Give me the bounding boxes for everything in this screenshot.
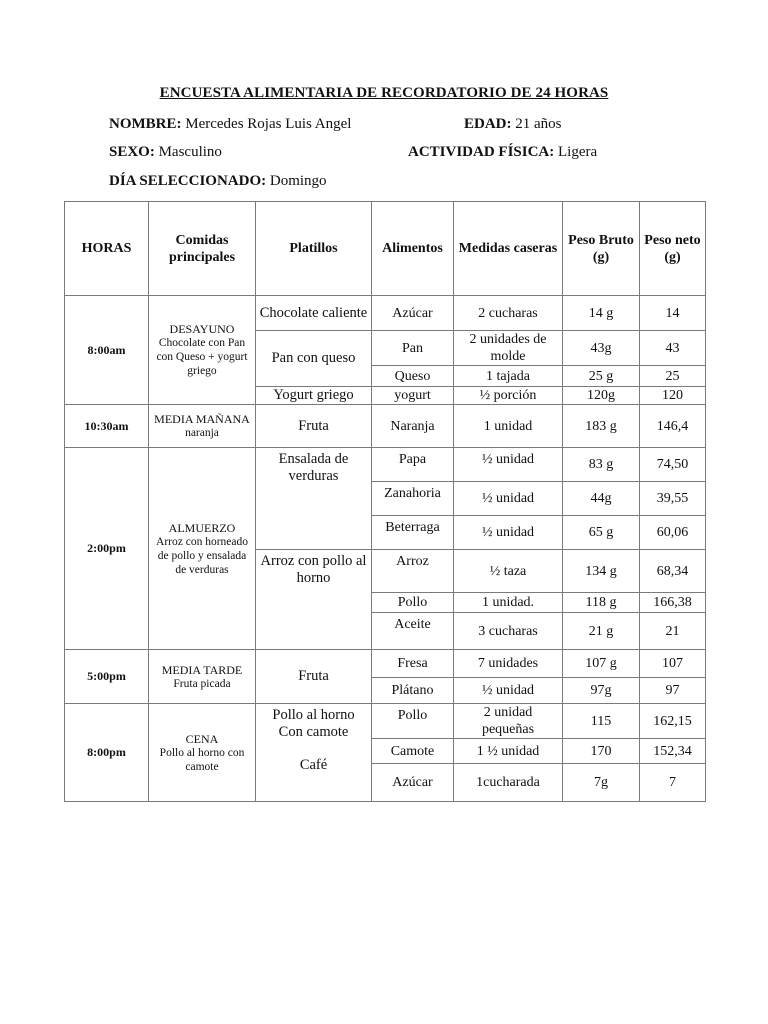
table-row: [65, 704, 706, 739]
measure-cell: ½ taza: [454, 550, 563, 593]
meal-name: MEDIA TARDE: [161, 662, 243, 677]
header-horas: HORAS: [65, 202, 149, 296]
meal-cell: [149, 704, 256, 802]
document-title: ENCUESTA ALIMENTARIA DE RECORDATORIO DE 24 HORAS: [159, 85, 609, 101]
hour-cell: 8:00pm: [65, 704, 149, 802]
food-cell: Naranja: [372, 405, 454, 448]
food-cell: yogurt: [372, 387, 454, 405]
hour-cell: 2:00pm: [65, 448, 149, 650]
gross-weight-cell: 65 g: [563, 516, 640, 550]
food-cell: Queso: [372, 366, 454, 387]
meal-cell: [149, 405, 256, 448]
measure-cell: 1 unidad: [454, 405, 563, 448]
table-row: [65, 650, 706, 678]
net-weight-cell: 146,4: [640, 405, 706, 448]
hour-cell: 5:00pm: [65, 650, 149, 704]
food-cell: Camote: [372, 739, 454, 764]
dish-cell: Fruta: [256, 650, 372, 704]
dish-cell: Yogurt griego: [256, 387, 372, 405]
table-body: [65, 296, 706, 802]
hour-cell: 8:00am: [65, 296, 149, 405]
dish-cell: [256, 704, 372, 802]
food-cell: Fresa: [372, 650, 454, 678]
measure-cell: ½ unidad: [454, 678, 563, 704]
net-weight-cell: 74,50: [640, 448, 706, 482]
measure-cell: 2 unidades de molde: [454, 331, 563, 366]
net-weight-cell: 25: [640, 366, 706, 387]
measure-cell: 1 unidad.: [454, 593, 563, 613]
net-weight-cell: 107: [640, 650, 706, 678]
net-weight-cell: 43: [640, 331, 706, 366]
name-field: [109, 116, 351, 133]
age-field: [464, 116, 562, 133]
table-row: [65, 296, 706, 331]
age-label: EDAD:: [464, 116, 512, 132]
food-cell: Beterraga: [372, 516, 454, 550]
net-weight-cell: 7: [640, 764, 706, 802]
meal-name: CENA: [185, 731, 219, 746]
measure-cell: 1cucharada: [454, 764, 563, 802]
dish-cell: Ensalada de verduras: [256, 448, 372, 550]
food-cell: Pollo: [372, 593, 454, 613]
net-weight-cell: 39,55: [640, 482, 706, 516]
sex-field: [109, 144, 222, 161]
net-weight-cell: 97: [640, 678, 706, 704]
gross-weight-cell: 21 g: [563, 613, 640, 650]
meal-description: Arroz con horneado de pollo y ensalada de verduras: [156, 535, 248, 576]
gross-weight-cell: 97g: [563, 678, 640, 704]
food-cell: Plátano: [372, 678, 454, 704]
day-label: DÍA SELECCIONADO:: [109, 173, 267, 189]
hour-cell: 10:30am: [65, 405, 149, 448]
age-value: 21 años: [515, 116, 562, 132]
meal-name: MEDIA MAÑANA: [154, 412, 250, 426]
activity-field: [408, 144, 597, 161]
net-weight-cell: 166,38: [640, 593, 706, 613]
meal-cell: [149, 296, 256, 405]
gross-weight-cell: 107 g: [563, 650, 640, 678]
gross-weight-cell: 44g: [563, 482, 640, 516]
meal-cell: [149, 448, 256, 650]
dish-name: Café: [299, 757, 328, 773]
gross-weight-cell: 83 g: [563, 448, 640, 482]
dish-spacer: [259, 741, 368, 757]
dish-cell: Pan con queso: [256, 331, 372, 387]
food-survey-table: [64, 201, 706, 802]
table-row: [65, 448, 706, 482]
gross-weight-cell: 25 g: [563, 366, 640, 387]
measure-cell: 3 cucharas: [454, 613, 563, 650]
food-cell: Pan: [372, 331, 454, 366]
food-cell: Zanahoria: [372, 482, 454, 516]
meal-name: DESAYUNO: [169, 322, 235, 336]
sex-value: Masculino: [158, 144, 222, 160]
net-weight-cell: 162,15: [640, 704, 706, 739]
header-comidas: Comidas principales: [149, 202, 256, 296]
measure-cell: ½ unidad: [454, 448, 563, 482]
measure-cell: 1 tajada: [454, 366, 563, 387]
table-header: [65, 202, 706, 296]
activity-label: ACTIVIDAD FÍSICA:: [408, 144, 555, 160]
meal-description: naranja: [185, 427, 219, 439]
food-cell: Papa: [372, 448, 454, 482]
gross-weight-cell: 170: [563, 739, 640, 764]
gross-weight-cell: 118 g: [563, 593, 640, 613]
measure-cell: 2 unidad pequeñas: [454, 704, 563, 739]
net-weight-cell: 14: [640, 296, 706, 331]
measure-cell: 7 unidades: [454, 650, 563, 678]
measure-cell: ½ unidad: [454, 516, 563, 550]
food-cell: Aceite: [372, 613, 454, 650]
gross-weight-cell: 7g: [563, 764, 640, 802]
food-cell: Pollo: [372, 704, 454, 739]
name-label: NOMBRE:: [109, 116, 182, 132]
day-field: [109, 173, 327, 190]
net-weight-cell: 152,34: [640, 739, 706, 764]
gross-weight-cell: 115: [563, 704, 640, 739]
day-value: Domingo: [269, 173, 327, 189]
gross-weight-cell: 120g: [563, 387, 640, 405]
activity-value: Ligera: [558, 144, 598, 160]
measure-cell: ½ porción: [454, 387, 563, 405]
gross-weight-cell: 134 g: [563, 550, 640, 593]
measure-cell: 1 ½ unidad: [454, 739, 563, 764]
gross-weight-cell: 183 g: [563, 405, 640, 448]
net-weight-cell: 120: [640, 387, 706, 405]
food-cell: Azúcar: [372, 764, 454, 802]
dish-cell: Fruta: [256, 405, 372, 448]
net-weight-cell: 68,34: [640, 550, 706, 593]
dish-cell: Chocolate caliente: [256, 296, 372, 331]
sex-label: SEXO:: [109, 144, 155, 160]
food-cell: Azúcar: [372, 296, 454, 331]
header-platillos: Platillos: [256, 202, 372, 296]
measure-cell: 2 cucharas: [454, 296, 563, 331]
food-cell: Arroz: [372, 550, 454, 593]
measure-cell: ½ unidad: [454, 482, 563, 516]
gross-weight-cell: 14 g: [563, 296, 640, 331]
dish-name: Pollo al horno Con camote: [272, 707, 355, 740]
net-weight-cell: 21: [640, 613, 706, 650]
name-value: Mercedes Rojas Luis Angel: [185, 116, 352, 132]
meal-description: Fruta picada: [173, 677, 231, 690]
meal-description: Pollo al horno con camote: [159, 746, 245, 773]
meal-cell: [149, 650, 256, 704]
header-medidas: Medidas caseras: [454, 202, 563, 296]
table-row: [65, 405, 706, 448]
meal-name: ALMUERZO: [168, 520, 236, 535]
dish-cell: Arroz con pollo al horno: [256, 550, 372, 650]
gross-weight-cell: 43g: [563, 331, 640, 366]
header-peso-bruto: Peso Bruto (g): [563, 202, 640, 296]
header-peso-neto: Peso neto (g): [640, 202, 706, 296]
meal-description: Chocolate con Pan con Queso + yogurt griego: [156, 337, 248, 377]
header-alimentos: Alimentos: [372, 202, 454, 296]
net-weight-cell: 60,06: [640, 516, 706, 550]
